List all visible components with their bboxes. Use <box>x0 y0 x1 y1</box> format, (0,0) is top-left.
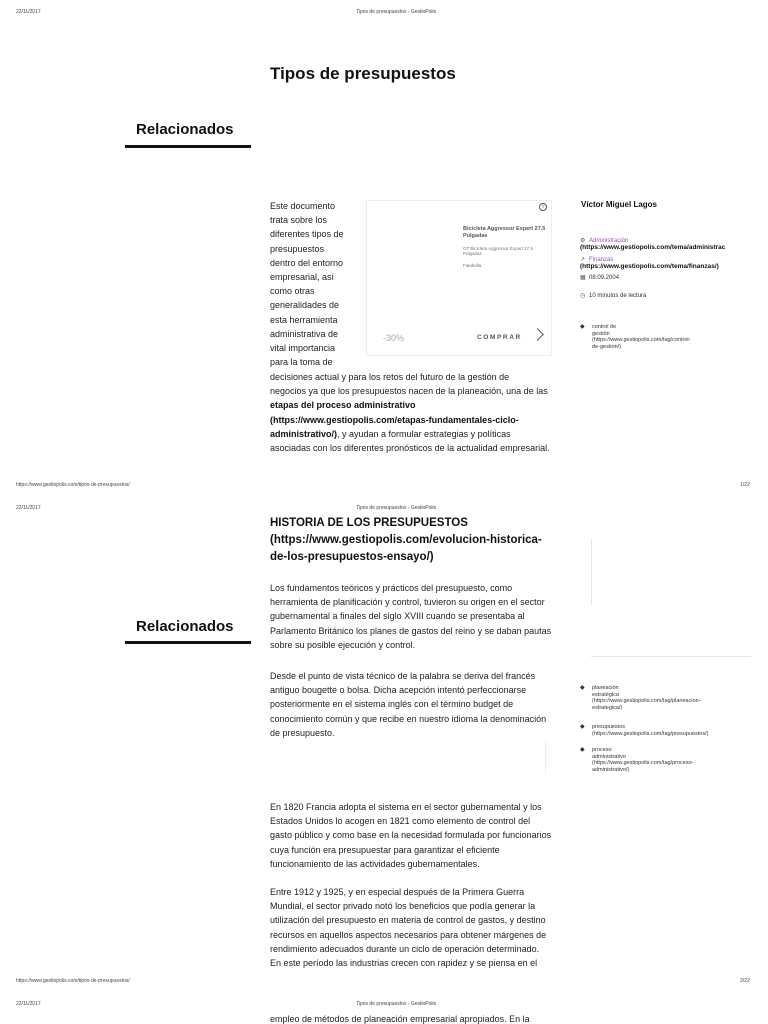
author-name[interactable]: Víctor Miguel Lagos <box>581 200 658 209</box>
historia-paragraph-1 <box>270 581 570 652</box>
intro-line-mixed <box>270 427 570 441</box>
relacionados-heading: Relacionados <box>136 121 234 138</box>
text-line: En 1820 Francia adopta el sistema en el sector gubernamental y los <box>270 802 542 812</box>
sidebar-divider <box>591 538 592 606</box>
section-heading-historia[interactable] <box>270 515 570 566</box>
intro-line: decisiones actual y para los retos del futuro de la gestión de <box>270 372 510 382</box>
intro-line: dentro del entorno <box>270 257 344 268</box>
category-row[interactable] <box>580 256 613 263</box>
text-line: recursos en aquellos aspectos necesarios para obtener márgenes de <box>270 929 547 940</box>
tag-item[interactable] <box>580 724 730 737</box>
reading-time: 10 minutos de lectura <box>589 293 647 299</box>
text-line: Desde el punto de vista técnico de la palabra se deriva del francés <box>270 671 536 681</box>
date-row <box>580 274 619 281</box>
link-etapas-proceso[interactable]: etapas del proceso administrativo <box>270 400 416 411</box>
tag-label[interactable]: proceso <box>592 747 612 753</box>
historia-paragraph-3 <box>270 800 570 871</box>
text-line: En este período las industrias crecen con rapidez y se piensa en el <box>270 958 538 969</box>
text-line: cuya función era presupuestar para garantizar el eficiente <box>270 844 500 855</box>
text-line: funcionamiento de las actividades gubernamentales. <box>270 858 480 869</box>
sidebar-divider <box>545 740 546 774</box>
intro-line: asociadas con los diferentes pronósticos de la actualidad empresarial. <box>270 443 550 454</box>
tag-label[interactable]: estratégica <box>592 691 619 698</box>
category-url[interactable]: (https://www.gestiopolis.com/tema/administrac <box>580 244 726 251</box>
heading-line[interactable]: de-los-presupuestos-ensayo/) <box>270 551 434 563</box>
page2-footer-page: 2/22 <box>740 978 750 984</box>
tag-item[interactable] <box>580 324 730 350</box>
intro-line: para la toma de <box>270 357 333 368</box>
text-line: Los fundamentos teóricos y prácticos del presupuesto, como <box>270 583 513 593</box>
intro-line: vital importancia <box>270 343 336 354</box>
tag-label[interactable]: planeación <box>592 685 619 691</box>
relacionados-underline <box>125 145 251 148</box>
intro-line: trata sobre los <box>270 215 328 226</box>
intro-line: esta herramienta <box>270 314 338 325</box>
text-line: rendimiento adecuados durante un ciclo de operación determinado. <box>270 943 540 954</box>
publish-date: 08.09.2004 <box>589 275 620 281</box>
text-line: de presupuesto. <box>270 727 335 738</box>
ad-buy-button[interactable]: COMPRAR <box>477 334 522 341</box>
ad-subtitle: GT Bicicleta Aggressor Expert 27.5 Pulgadas <box>463 246 533 256</box>
tag-item[interactable] <box>580 685 730 711</box>
historia-paragraph-2 <box>270 669 570 740</box>
tag-icon: ◆ <box>580 685 585 691</box>
tag-url[interactable]: estrategica/) <box>592 704 623 711</box>
ad-title[interactable]: Bicicleta Aggressor Expert 27.5 Pulgadas <box>463 226 546 239</box>
category-name[interactable]: Finanzas <box>589 257 614 263</box>
text-line: Entre 1912 y 1925, y en especial después de la Primera Guerra <box>270 887 525 897</box>
tag-icon: ◆ <box>580 324 585 330</box>
tag-url[interactable]: (https://www.gestiopolis.com/tag/planeacion- <box>592 698 701 704</box>
tag-label[interactable]: control de <box>592 324 617 330</box>
category-icon: ⚙ <box>580 238 586 244</box>
intro-line: presupuestos <box>270 243 325 254</box>
intro-narrow-text <box>270 199 364 369</box>
page2-footer-url: https://www.gestiopolis.com/tipos-de-presupuestos/ <box>16 978 130 984</box>
tag-url[interactable]: (https://www.gestiopolis.com/tag/proceso- <box>592 760 694 766</box>
page1-footer-url: https://www.gestiopolis.com/tipos-de-presupuestos/ <box>16 482 130 488</box>
sidebar-divider <box>591 656 751 657</box>
intro-line: generalidades de <box>270 300 340 311</box>
text-line: sobre su posible ejecución y control. <box>270 639 416 650</box>
page1-header-title: Tipos de presupuestos - GestioPolis <box>356 9 437 15</box>
chart-icon: ↗ <box>580 257 586 263</box>
intro-line: diferentes tipos de <box>270 229 344 240</box>
intro-line: Este documento <box>270 201 336 211</box>
relacionados-heading: Relacionados <box>136 618 234 635</box>
chevron-right-icon[interactable] <box>531 328 544 341</box>
tag-icon: ◆ <box>580 747 585 753</box>
tag-url[interactable]: de-gestion/) <box>592 343 622 350</box>
category-name[interactable]: Administración <box>589 238 629 244</box>
intro-line: administrativa de <box>270 328 339 339</box>
tag-item[interactable] <box>580 747 730 773</box>
page-title: Tipos de presupuestos <box>270 64 456 83</box>
tag-url[interactable]: (https://www.gestiopolis.com/tag/presupuestos/) <box>592 730 709 737</box>
intro-line: negocios ya que los presupuestos nacen de la planeación, una de las <box>270 386 548 397</box>
text-line: utilización del presupuesto en materia de control de gastos, y destino <box>270 915 546 926</box>
ad-store: Falabella <box>463 263 482 268</box>
tag-url[interactable]: administrativo/) <box>592 766 630 773</box>
page3-first-line: empleo de métodos de planeación empresarial apropiados. En la <box>270 1014 530 1024</box>
text-line: herramienta de planificación y control, tuvieron su origen en el sector <box>270 597 545 608</box>
text-line: Mundial, el sector privado notó los beneficios que podía generar la <box>270 901 536 912</box>
page1-footer-page: 1/22 <box>740 482 750 488</box>
historia-paragraph-4 <box>270 885 570 970</box>
tag-label[interactable]: gestión <box>592 330 610 337</box>
reading-time-row <box>580 292 646 299</box>
category-url[interactable]: (https://www.gestiopolis.com/tema/finanzas/) <box>580 263 719 270</box>
intro-line: como otras <box>270 286 315 297</box>
page2-header-date: 22/11/2017 <box>16 505 41 511</box>
text-line: conocimiento común y que recibe en nuestro idioma la denominación <box>270 713 547 724</box>
intro-line-rest: , y ayudan a formular estrategias y políticas <box>337 428 511 439</box>
tag-url[interactable]: (https://www.gestiopolis.com/tag/control- <box>592 337 691 343</box>
text-line: Estados Unidos lo acogen en 1821 como elemento de control del <box>270 816 531 827</box>
category-row[interactable] <box>580 237 628 244</box>
info-icon[interactable]: i <box>539 203 547 211</box>
tag-icon: ◆ <box>580 724 585 730</box>
tag-label[interactable]: administrativo <box>592 753 626 760</box>
text-line: antiguo bougette o bolsa. Dicha acepción intentó perfeccionarse <box>270 685 527 696</box>
ad-box[interactable] <box>366 200 552 356</box>
relacionados-underline <box>125 641 251 644</box>
page2-header-title: Tipos de presupuestos - GestioPolis <box>356 505 437 511</box>
intro-full-text <box>270 370 570 455</box>
text-line: gubernamental a finales del siglo XVIII cuando se presentaba al <box>270 611 525 622</box>
text-line: Parlamento Británico los planes de gastos del reino y se daban pautas <box>270 625 552 636</box>
link-etapas-url-end[interactable]: administrativo/) <box>270 428 338 439</box>
page1-header-date: 22/11/2017 <box>16 9 41 15</box>
intro-line: empresarial, así <box>270 272 335 283</box>
page3-header-date: 22/11/2017 <box>16 1001 41 1007</box>
page3-header-title: Tipos de presupuestos - GestioPolis <box>356 1001 437 1007</box>
tag-label[interactable]: presupuestos <box>592 724 626 730</box>
calendar-icon: ▦ <box>580 275 586 281</box>
heading-line[interactable]: HISTORIA DE LOS PRESUPUESTOS <box>270 517 468 529</box>
ad-discount: -30% <box>383 333 405 343</box>
clock-icon: ◷ <box>580 293 586 299</box>
text-line: gasto público y como base en la necesidad formulada por funcionarios <box>270 830 552 841</box>
heading-line[interactable]: (https://www.gestiopolis.com/evolucion-historica- <box>270 534 542 546</box>
text-line: posteriormente en el sistema inglés con el término budget de <box>270 699 514 710</box>
link-etapas-url[interactable]: (https://www.gestiopolis.com/etapas-fundamentales-ciclo- <box>270 414 519 425</box>
